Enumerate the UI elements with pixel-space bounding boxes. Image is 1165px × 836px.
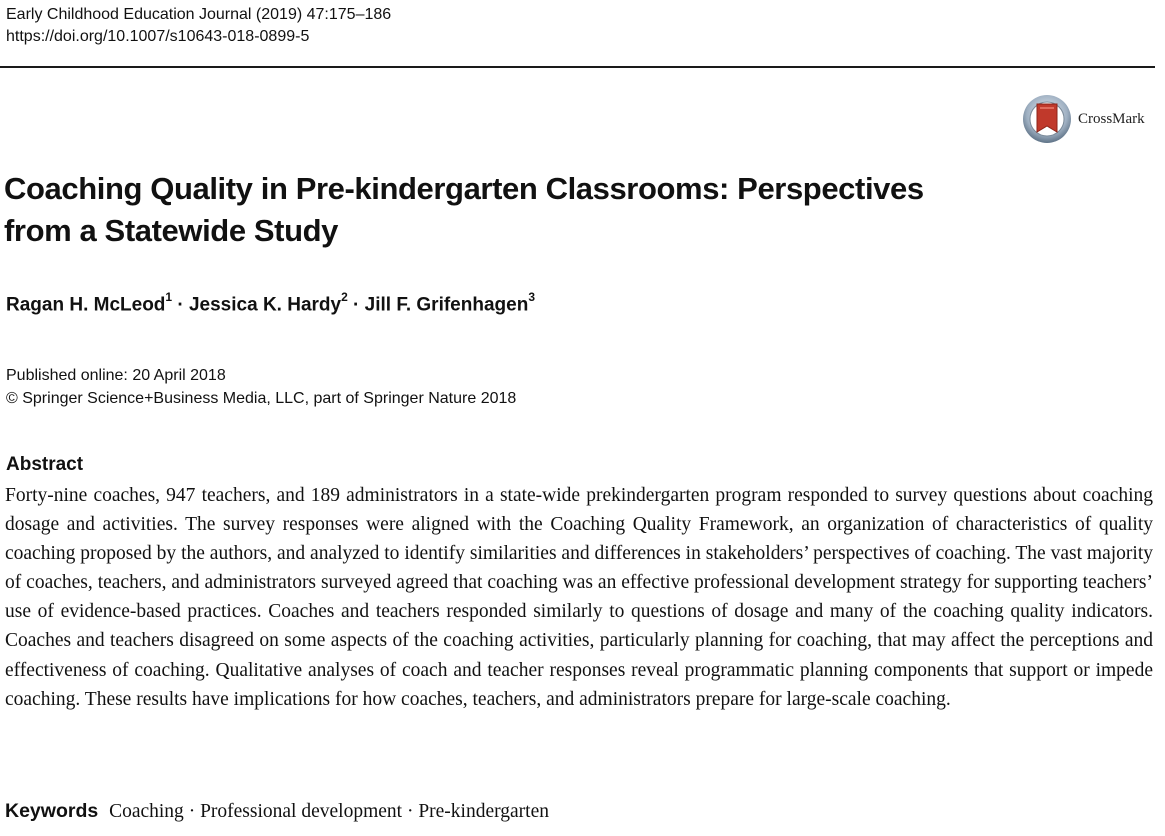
paper-title — [4, 168, 1004, 252]
affiliation-marker: 1 — [165, 290, 173, 304]
keyword-separator: · — [402, 801, 419, 822]
author-name[interactable]: Ragan H. McLeod — [6, 294, 166, 316]
header-rule — [0, 66, 1155, 68]
keyword-item: Professional development — [200, 801, 403, 822]
keywords-line — [5, 800, 549, 823]
affiliation-marker: 2 — [341, 290, 348, 304]
title-line-2: from a Statewide Study — [4, 213, 338, 248]
publication-info — [6, 364, 516, 410]
keywords-label: Keywords — [5, 800, 99, 822]
crossmark-badge[interactable] — [1022, 94, 1145, 144]
crossmark-label: CrossMark — [1078, 110, 1145, 127]
author-separator: · — [347, 294, 365, 316]
abstract-body: Forty-nine coaches, 947 teachers, and 189 administrators in a state-wide prekindergarten program responded to survey questions about coaching dosage and activities. The survey responses were aligned with the Coaching Quality Framework, an organization of characteristics of quality coaching proposed by the authors, and analyzed to identify similarities and differences in stakeholders’ perspectives of coaching. The vast majority of coaches, teachers, and administrators surveyed agreed that coaching was an effective professional development strategy for supporting teachers’ use of evidence-based practices. Coaches and teachers responded similarly to questions of dosage and many of the coaching quality indicators. Coaches and teachers disagreed on some aspects of the coaching activities, particularly planning for coaching, that may affect the perceptions and effectiveness of coaching. Qualitative analyses of coach and teacher responses reveal programmatic planning components that support or impede coaching. These results have implications for how coaches, teachers, and administrators prepare for large-scale coaching. — [5, 485, 1153, 710]
author-name[interactable]: Jessica K. Hardy — [188, 294, 342, 316]
title-line-1: Coaching Quality in Pre-kindergarten Classrooms: Perspectives — [4, 171, 924, 206]
published-date: Published online: 20 April 2018 — [6, 367, 226, 384]
keyword-item: Coaching — [109, 801, 184, 822]
keyword-item: Pre-kindergarten — [418, 801, 549, 822]
journal-citation: Early Childhood Education Journal (2019) 47:175–186 — [6, 6, 392, 23]
doi-link[interactable]: https://doi.org/10.1007/s10643-018-0899-5 — [6, 28, 310, 45]
affiliation-marker: 3 — [528, 290, 535, 304]
author-list — [6, 292, 535, 316]
keyword-separator: · — [183, 801, 201, 822]
crossmark-icon — [1022, 94, 1072, 144]
copyright-notice: © Springer Science+Business Media, LLC, part of Springer Nature 2018 — [6, 390, 517, 407]
author-name[interactable]: Jill F. Grifenhagen — [364, 294, 529, 316]
abstract-heading: Abstract — [6, 454, 84, 475]
author-separator: · — [172, 294, 189, 316]
journal-header — [6, 4, 391, 48]
